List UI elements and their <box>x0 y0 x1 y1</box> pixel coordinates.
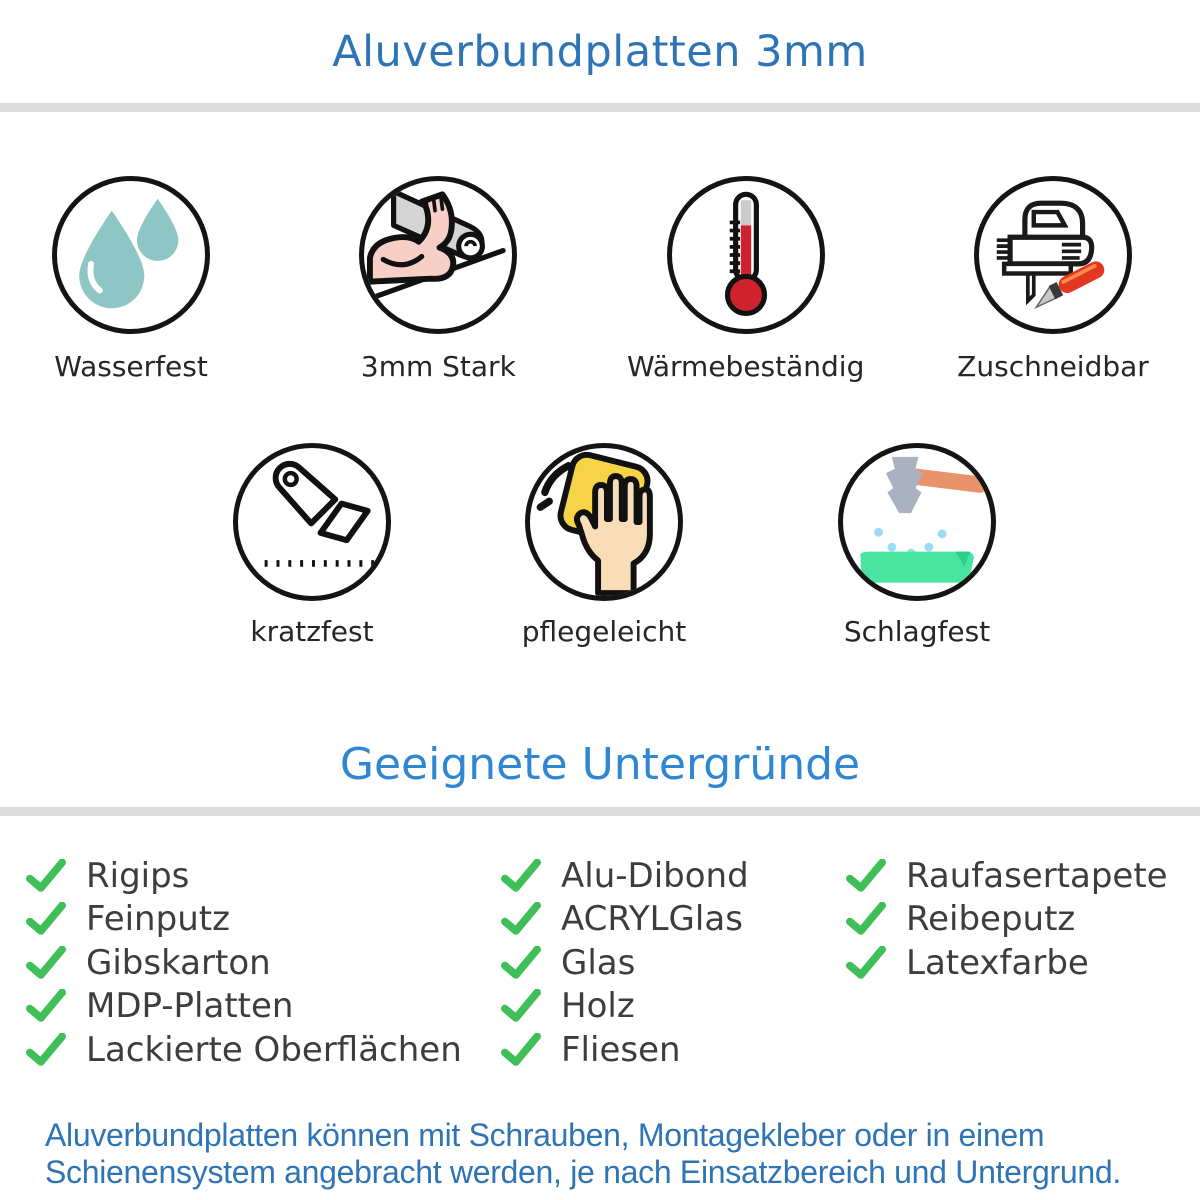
list-item-label: Latexfarbe <box>906 942 1089 983</box>
list-item <box>500 1028 845 1072</box>
list-item <box>25 1028 500 1072</box>
jigsaw-cutter-icon <box>974 176 1132 334</box>
list-item-label: Lackierte Oberflächen <box>86 1029 462 1070</box>
water-drops-icon <box>52 176 210 334</box>
feature-scratchproof <box>233 443 391 649</box>
mounting-note <box>0 1117 1200 1192</box>
feature-label: Wärmebeständig <box>626 350 865 383</box>
list-item-label: Rigips <box>86 855 190 896</box>
feature-heat-resistant <box>626 176 865 384</box>
list-item-label: Holz <box>561 986 635 1027</box>
divider-top <box>0 103 1200 112</box>
list-item <box>500 898 845 942</box>
list-item <box>500 985 845 1029</box>
substrates-column-2 <box>500 854 845 1072</box>
feature-easycare <box>521 443 687 649</box>
substrates-column-3 <box>845 854 1200 1072</box>
checkmark-icon <box>25 902 67 936</box>
checkmark-icon <box>25 989 67 1023</box>
feature-waterproof <box>52 176 210 384</box>
substrates-list <box>0 854 1200 1072</box>
list-item <box>25 854 500 898</box>
substrates-heading: Geeignete Untergründe <box>339 739 861 790</box>
checkmark-icon <box>500 902 542 936</box>
thermometer-icon <box>667 176 825 334</box>
list-item-label: Gibskarton <box>86 942 271 983</box>
list-item-label: Reibeputz <box>906 899 1076 940</box>
list-item <box>25 898 500 942</box>
checkmark-icon <box>845 946 887 980</box>
list-item-label: MDP-Platten <box>86 986 294 1027</box>
checkmark-icon <box>25 859 67 893</box>
feature-thickness <box>359 176 517 384</box>
product-infographic <box>0 24 1200 1200</box>
mounting-note-line: Schienensystem angebracht werden, je nach Einsatzbereich und Untergrund. <box>45 1154 1121 1190</box>
list-item <box>25 985 500 1029</box>
list-item-label: ACRYLGlas <box>561 899 743 940</box>
flexed-arm-panel-icon <box>359 176 517 334</box>
substrates-column-1 <box>25 854 500 1072</box>
checkmark-icon <box>25 946 67 980</box>
list-item <box>845 898 1200 942</box>
list-item <box>25 941 500 985</box>
feature-label: Schlagfest <box>843 615 991 648</box>
checkmark-icon <box>845 902 887 936</box>
feature-label: Wasserfest <box>54 350 208 383</box>
list-item-label: Alu-Dibond <box>561 855 749 896</box>
hammer-impact-icon <box>838 443 996 601</box>
list-item <box>500 854 845 898</box>
mounting-note-line: Aluverbundplatten können mit Schrauben, Montagekleber oder in einem <box>45 1116 1045 1153</box>
feature-label: kratzfest <box>250 615 374 648</box>
feature-cuttable <box>957 176 1149 384</box>
feature-label: pflegeleicht <box>521 615 687 648</box>
feature-label: Zuschneidbar <box>957 350 1149 383</box>
features-row-2 <box>0 443 1200 649</box>
checkmark-icon <box>500 1033 542 1067</box>
checkmark-icon <box>500 989 542 1023</box>
checkmark-icon <box>845 859 887 893</box>
feature-label: 3mm Stark <box>360 350 516 383</box>
divider-middle <box>0 807 1200 816</box>
list-item <box>845 854 1200 898</box>
features-row-1 <box>0 176 1200 384</box>
checkmark-icon <box>500 859 542 893</box>
utility-knife-icon <box>233 443 391 601</box>
list-item-label: Fliesen <box>561 1029 681 1070</box>
cleaning-hand-icon <box>525 443 683 601</box>
list-item <box>500 941 845 985</box>
feature-impact-resistant <box>838 443 996 649</box>
checkmark-icon <box>25 1033 67 1067</box>
list-item-label: Feinputz <box>86 899 230 940</box>
page-title: Aluverbundplatten 3mm <box>332 27 868 77</box>
checkmark-icon <box>500 946 542 980</box>
list-item-label: Glas <box>561 942 636 983</box>
list-item <box>845 941 1200 985</box>
list-item-label: Raufasertapete <box>906 855 1168 896</box>
